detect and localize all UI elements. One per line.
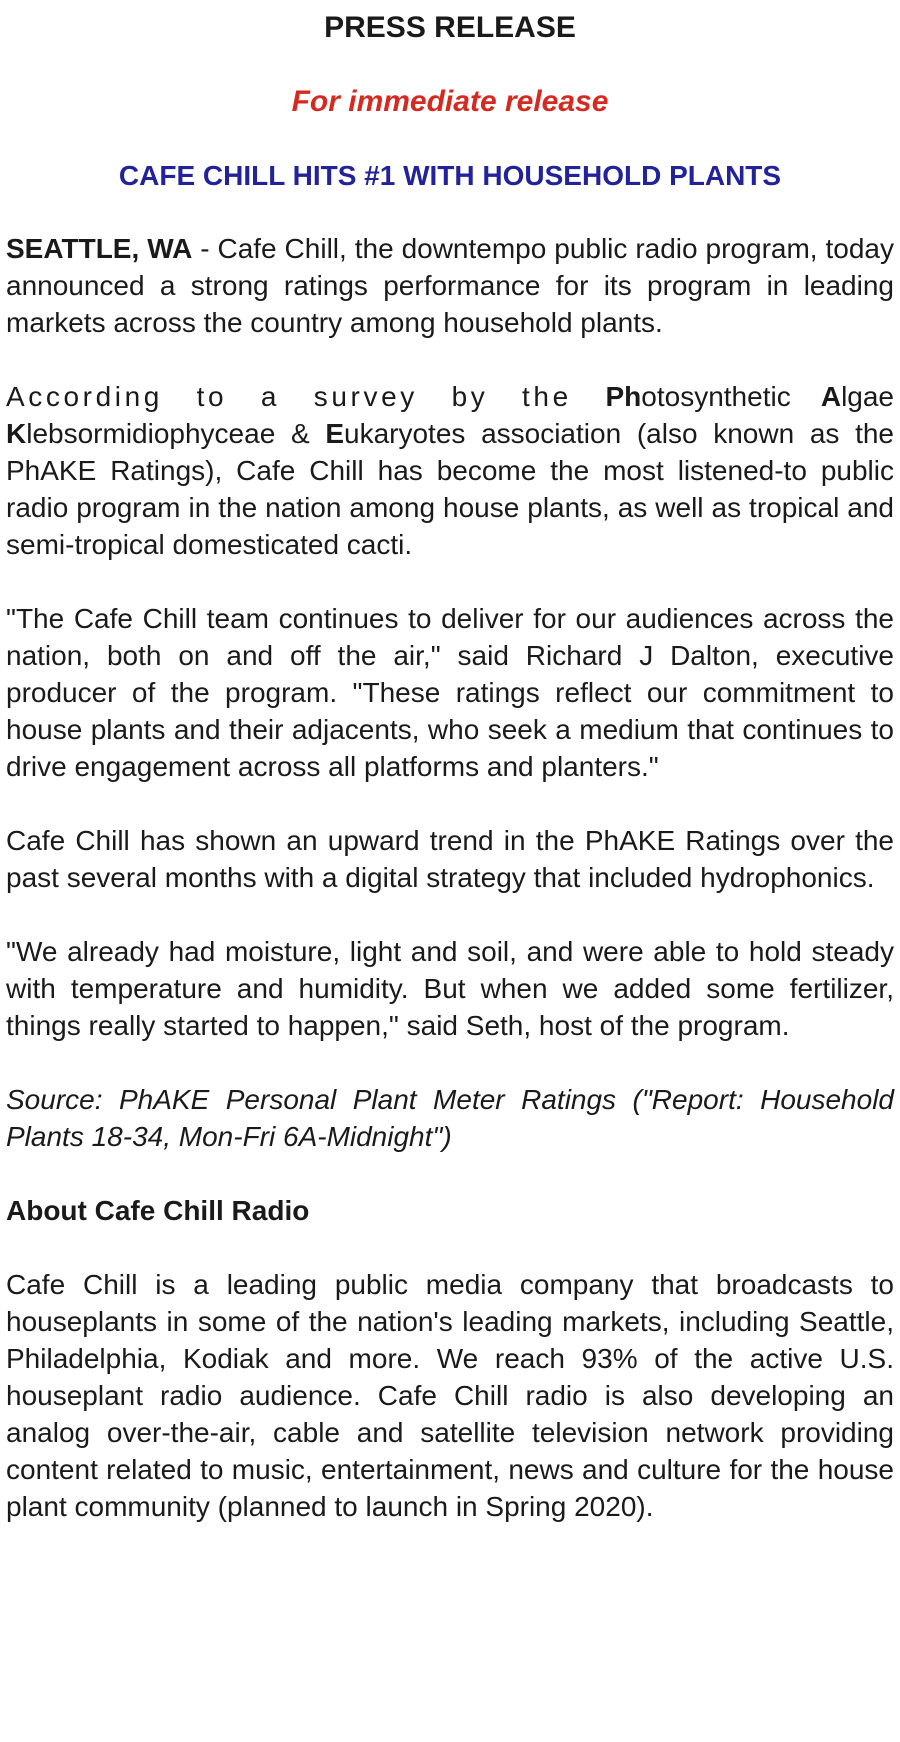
- acronym-word-part: lgae: [841, 381, 894, 412]
- headline: CAFE CHILL HITS #1 WITH HOUSEHOLD PLANTS: [118, 160, 782, 191]
- survey-intro: According to a survey by the: [6, 381, 606, 412]
- acronym-word-part: otosynthetic: [641, 381, 821, 412]
- acronym-word-part: lebsormidiophyceae &: [26, 418, 326, 449]
- acronym-letter-e: E: [325, 418, 344, 449]
- paragraph-quote-producer: "The Cafe Chill team continues to deliver for our audiences across the nation, both on and off the air," said Richard J Dalton, executive producer of the program. "These ratings reflect our commitment to house plants and their adjacents, who seek a medium that continues to drive engagement across all platforms and planters.": [6, 603, 894, 782]
- paragraph-trend: Cafe Chill has shown an upward trend in the PhAKE Ratings over the past several months with a digital strategy that included hydrophonics.: [6, 825, 894, 893]
- dateline: SEATTLE, WA: [6, 233, 193, 264]
- paragraph-survey: [6, 378, 894, 563]
- paragraph-dateline: [6, 230, 894, 341]
- source-citation: Source: PhAKE Personal Plant Meter Ratings ("Report: Household Plants 18-34, Mon-Fri 6A-Midnight"): [6, 1084, 894, 1152]
- paragraph-text: ukaryotes association (also known as the PhAKE Ratings), Cafe Chill has become the most listened-to public radio program in the nation among house plants, as well as tropical and semi-tropical domesticated cacti.: [6, 418, 894, 560]
- paragraph-text: - Cafe Chill, the downtempo public radio program, today announced a strong ratings performance for its program in leading markets across the country among household plants.: [6, 233, 894, 338]
- acronym-letter-a: A: [820, 381, 842, 412]
- paragraph-about: Cafe Chill is a leading public media company that broadcasts to houseplants in some of the nation's leading markets, including Seattle, Philadelphia, Kodiak and more. We reach 93% of the active U.S. houseplant radio audience. Cafe Chill radio is also developing an analog over-the-air, cable and satellite television network providing content related to music, entertainment, news and culture for the house plant community (planned to launch in Spring 2020).: [6, 1269, 894, 1522]
- release-note: For immediate release: [291, 85, 609, 118]
- paragraph-quote-host: "We already had moisture, light and soil, and were able to hold steady with temperature and humidity. But when we added some fertilizer, things really started to happen," said Seth, host of the program.: [6, 936, 894, 1041]
- acronym-letter-k: K: [6, 418, 27, 449]
- acronym-letter-ph: Ph: [605, 381, 642, 412]
- about-heading: About Cafe Chill Radio: [6, 1195, 310, 1226]
- page-title: PRESS RELEASE: [324, 11, 576, 44]
